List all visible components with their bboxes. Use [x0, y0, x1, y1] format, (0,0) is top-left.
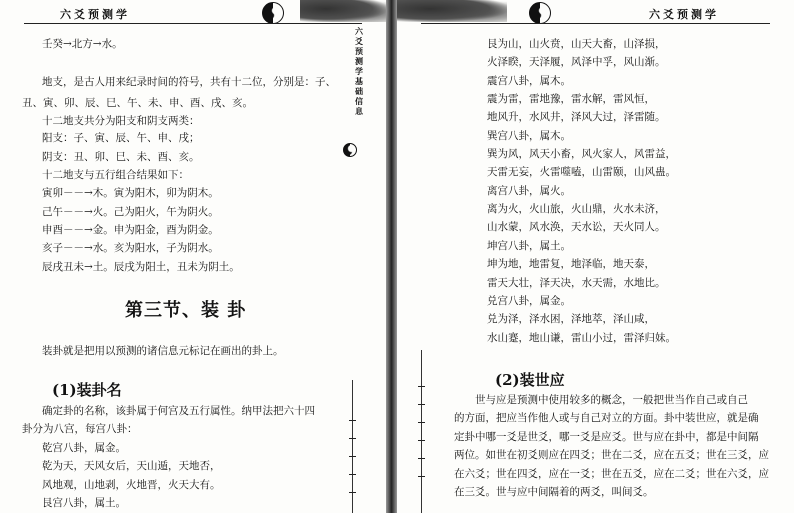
text-line: 辰戌丑未→土。辰戌为阳土，丑未为阴土。: [42, 261, 240, 273]
book-gutter: [386, 0, 397, 513]
text-line: 艮宫八卦，属土。: [42, 497, 126, 509]
header-rule: [421, 23, 770, 24]
section-title: 第三节、装 卦: [125, 300, 247, 321]
left-side-title: 六爻预测学基础信息: [355, 26, 363, 116]
text-line: 雷天大壮，泽天决，水天需，水地比。: [487, 277, 666, 289]
text-line: 坤宫八卦，属土。: [487, 240, 571, 252]
text-line: 地支，是古人用来纪录时间的符号，共有十二位，分别是：子、: [42, 76, 336, 88]
text-line: 山水蒙，风水涣，天水讼，天火同人。: [487, 221, 666, 233]
text-line: 壬癸→北方→水。: [42, 38, 123, 50]
text-line: 定卦中哪一爻是世爻，哪一爻是应爻。世与应在卦中，都是中间隔: [454, 431, 759, 443]
ink-wash-decoration: [397, 0, 507, 22]
right-page-header: [397, 0, 794, 24]
text-line: 巽宫八卦，属木。: [487, 130, 571, 142]
text-line: 丑、寅、卯、辰、巳、午、未、申、酉、戌、亥。: [22, 97, 253, 109]
text-line: 己午－－→火。己为阳火，午为阴火。: [42, 206, 219, 218]
text-line: 震为雷，雷地豫，雷水解，雷风恒，: [487, 93, 655, 105]
text-line: 十二地支与五行组合结果如下：: [42, 169, 189, 181]
text-line: 十二地支共分为阳支和阴支两类：: [42, 115, 200, 127]
margin-rule: [352, 380, 353, 513]
text-line: 阴支：丑、卯、巳、未、酉、亥。: [42, 151, 200, 163]
text-line: 艮为山，山火贲，山天大畜，山泽损，: [487, 38, 666, 50]
text-line: 装卦就是把用以预测的诸信息元标记在画出的卦上。: [42, 345, 284, 357]
text-line: 卦分为八宫，每宫八卦：: [22, 423, 138, 435]
text-line: 申酉－－→金。申为阳金，酉为阴金。: [42, 224, 219, 236]
text-line: 风地观，山地剥，火地晋，火天大有。: [42, 479, 221, 491]
text-line: 在六爻；世在四爻，应在一爻；世在五爻，应在二爻；世在六爻，应: [454, 468, 769, 480]
right-page: [397, 0, 794, 513]
text-line: 离宫八卦，属火。: [487, 185, 571, 197]
text-line: 火泽睽，天泽履，风泽中孚，风山渐。: [487, 56, 666, 68]
text-line: 乾为天，天风女后，天山遁，天地否，: [42, 460, 221, 472]
text-line: 坤为地，地雷复，地泽临，地天泰，: [487, 258, 655, 270]
side-yin-yang-icon: [343, 143, 357, 157]
text-line: 地风升，水风井，泽风大过，泽雷随。: [487, 111, 666, 123]
subsection-title: (1)装卦名: [52, 381, 122, 399]
text-line: 亥子－－→水。亥为阳水，子为阴水。: [42, 242, 219, 254]
text-line: 离为火，火山旅，火山鼎，火水未济，: [487, 203, 666, 215]
left-page: [0, 0, 386, 513]
margin-rule: [421, 350, 422, 513]
left-header-title: 六爻预测学: [60, 8, 130, 21]
text-line: 乾宫八卦，属金。: [42, 442, 126, 454]
text-line: 水山蹇，地山谦，雷山小过，雷泽归妹。: [487, 332, 676, 344]
text-line: 兑宫八卦，属金。: [487, 295, 571, 307]
text-line: 巽为风，风天小畜，风火家人，风雷益，: [487, 148, 676, 160]
text-line: 世与应是预测中使用较多的概念，一般把世当作自己或自己: [475, 394, 748, 406]
text-line: 震宫八卦，属木。: [487, 75, 571, 87]
text-line: 两位。如世在初爻则应在四爻；世在二爻，应在五爻；世在三爻，应: [454, 449, 769, 461]
text-line: 兑为泽，泽水困，泽地萃，泽山咸，: [487, 313, 655, 325]
text-line: 的方面，把应当作他人或与自己对立的方面。卦中装世应，就是确: [454, 412, 759, 424]
text-line: 确定卦的名称，该卦属于何宫及五行属性。纳甲法把六十四: [42, 405, 315, 417]
yin-yang-icon: [529, 2, 551, 24]
yin-yang-icon: [262, 2, 284, 24]
text-line: 在三爻。世与应中间隔着的两爻，叫间爻。: [454, 486, 654, 498]
left-page-header: [0, 0, 386, 24]
text-line: 阳支：子、寅、辰、午、申、戌；: [42, 132, 200, 144]
right-header-title: 六爻预测学: [649, 8, 719, 21]
header-rule: [24, 23, 362, 24]
text-line: 天雷无妄，火雷噬嗑，山雷颐，山风蛊。: [487, 166, 676, 178]
ink-wash-decoration: [300, 0, 386, 22]
text-line: 寅卯－－→木。寅为阳木，卯为阴木。: [42, 187, 219, 199]
subsection-title: (2)装世应: [495, 371, 565, 389]
